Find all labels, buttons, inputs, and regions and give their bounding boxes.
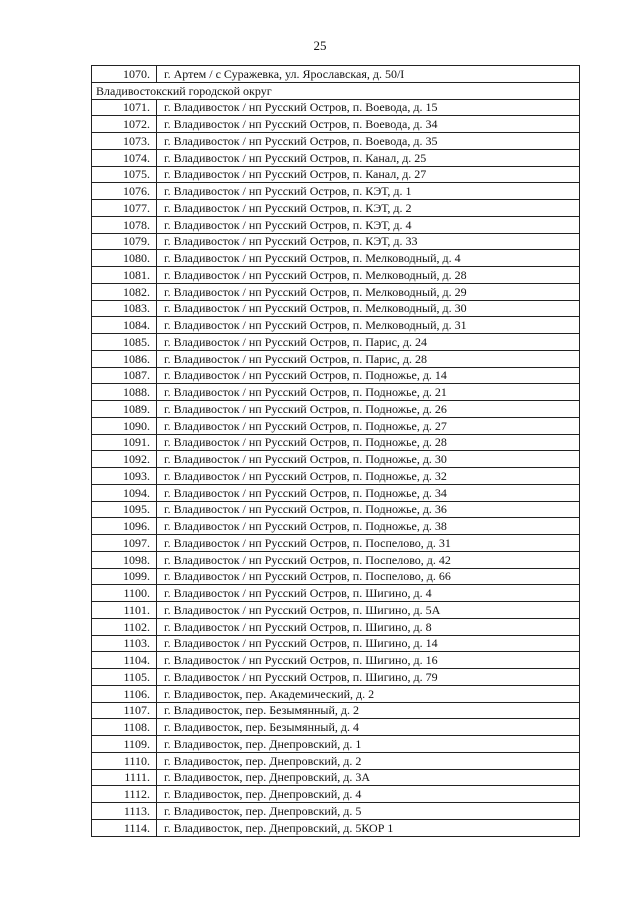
row-address: г. Владивосток / нп Русский Остров, п. Шигино, д. 79 (157, 669, 580, 686)
row-number: 1077. (92, 200, 157, 217)
table-row (92, 166, 580, 183)
table-row (92, 267, 580, 284)
table-row (92, 602, 580, 619)
row-address: г. Владивосток, пер. Безымянный, д. 2 (157, 702, 580, 719)
table-row (92, 551, 580, 568)
row-address: г. Владивосток / нп Русский Остров, п. Подножье, д. 14 (157, 367, 580, 384)
table-row (92, 367, 580, 384)
row-number: 1083. (92, 300, 157, 317)
table-row (92, 535, 580, 552)
table-row (92, 618, 580, 635)
row-address: г. Владивосток / нп Русский Остров, п. Мелководный, д. 29 (157, 283, 580, 300)
row-number: 1103. (92, 635, 157, 652)
row-address: г. Владивосток, пер. Днепровский, д. 1 (157, 736, 580, 753)
row-number: 1113. (92, 803, 157, 820)
table-row (92, 736, 580, 753)
row-address: г. Владивосток, пер. Днепровский, д. 4 (157, 786, 580, 803)
table-row (92, 334, 580, 351)
row-number: 1080. (92, 250, 157, 267)
table-row (92, 183, 580, 200)
table-row (92, 451, 580, 468)
row-address: г. Владивосток / нп Русский Остров, п. Мелководный, д. 28 (157, 267, 580, 284)
row-number: 1114. (92, 819, 157, 836)
row-number: 1088. (92, 384, 157, 401)
table-row (92, 350, 580, 367)
row-address: г. Владивосток / нп Русский Остров, п. КЭТ, д. 4 (157, 216, 580, 233)
page-number: 25 (313, 38, 327, 53)
table-row (92, 769, 580, 786)
row-number: 1082. (92, 283, 157, 300)
section-title: Владивостокский городской округ (92, 82, 580, 99)
row-number: 1096. (92, 518, 157, 535)
table-row (92, 468, 580, 485)
row-number: 1108. (92, 719, 157, 736)
row-number: 1078. (92, 216, 157, 233)
table-row (92, 635, 580, 652)
row-number: 1079. (92, 233, 157, 250)
table-row (92, 719, 580, 736)
row-address: г. Владивосток / нп Русский Остров, п. Мелководный, д. 4 (157, 250, 580, 267)
row-address: г. Владивосток / нп Русский Остров, п. Подножье, д. 36 (157, 501, 580, 518)
row-number: 1109. (92, 736, 157, 753)
section-header-row (92, 82, 580, 99)
row-address: г. Владивосток, пер. Безымянный, д. 4 (157, 719, 580, 736)
row-number: 1089. (92, 401, 157, 418)
row-address: г. Владивосток / нп Русский Остров, п. КЭТ, д. 33 (157, 233, 580, 250)
row-number: 1087. (92, 367, 157, 384)
row-address: г. Владивосток / нп Русский Остров, п. Шигино, д. 4 (157, 585, 580, 602)
row-number: 1072. (92, 116, 157, 133)
table-row (92, 99, 580, 116)
row-address: г. Владивосток / нп Русский Остров, п. Подножье, д. 38 (157, 518, 580, 535)
table-row (92, 702, 580, 719)
table-row (92, 652, 580, 669)
row-number: 1105. (92, 669, 157, 686)
row-address: г. Владивосток / нп Русский Остров, п. Подножье, д. 21 (157, 384, 580, 401)
row-address: г. Владивосток / нп Русский Остров, п. Поспелово, д. 66 (157, 568, 580, 585)
row-address: г. Владивосток / нп Русский Остров, п. Воевода, д. 15 (157, 99, 580, 116)
row-address: г. Владивосток / нп Русский Остров, п. Парис, д. 24 (157, 334, 580, 351)
row-address: г. Владивосток / нп Русский Остров, п. Поспелово, д. 42 (157, 551, 580, 568)
table-row (92, 283, 580, 300)
row-address: г. Владивосток / нп Русский Остров, п. Подножье, д. 28 (157, 434, 580, 451)
table-row (92, 317, 580, 334)
table-row (92, 501, 580, 518)
row-number: 1106. (92, 685, 157, 702)
row-number: 1084. (92, 317, 157, 334)
row-number: 1093. (92, 468, 157, 485)
row-number: 1098. (92, 551, 157, 568)
row-number: 1099. (92, 568, 157, 585)
row-address: г. Владивосток, пер. Днепровский, д. 5КОР 1 (157, 819, 580, 836)
table-row (92, 819, 580, 836)
row-address: г. Владивосток / нп Русский Остров, п. Шигино, д. 8 (157, 618, 580, 635)
table-row (92, 484, 580, 501)
row-address: г. Владивосток / нп Русский Остров, п. Подножье, д. 27 (157, 417, 580, 434)
row-number: 1091. (92, 434, 157, 451)
table-row (92, 133, 580, 150)
row-address: г. Владивосток / нп Русский Остров, п. Воевода, д. 35 (157, 133, 580, 150)
row-number: 1107. (92, 702, 157, 719)
row-number: 1111. (92, 769, 157, 786)
row-number: 1075. (92, 166, 157, 183)
row-address: г. Владивосток / нп Русский Остров, п. КЭТ, д. 1 (157, 183, 580, 200)
table-row (92, 401, 580, 418)
table-row (92, 434, 580, 451)
row-number: 1104. (92, 652, 157, 669)
table-row (92, 216, 580, 233)
row-number: 1110. (92, 752, 157, 769)
row-address: г. Владивосток / нп Русский Остров, п. Мелководный, д. 30 (157, 300, 580, 317)
table-row (92, 233, 580, 250)
row-address: г. Владивосток / нп Русский Остров, п. Канал, д. 27 (157, 166, 580, 183)
table-row (92, 518, 580, 535)
row-address: г. Владивосток / нп Русский Остров, п. Поспелово, д. 31 (157, 535, 580, 552)
row-address: г. Владивосток / нп Русский Остров, п. Мелководный, д. 31 (157, 317, 580, 334)
table-body (92, 66, 580, 837)
table-row (92, 685, 580, 702)
row-address: г. Владивосток / нп Русский Остров, п. Подножье, д. 32 (157, 468, 580, 485)
row-number: 1074. (92, 149, 157, 166)
row-address: г. Владивосток / нп Русский Остров, п. Подножье, д. 30 (157, 451, 580, 468)
row-address: г. Артем / с Суражевка, ул. Ярославская, д. 50/I (157, 66, 580, 83)
row-address: г. Владивосток, пер. Днепровский, д. 2 (157, 752, 580, 769)
table-row (92, 786, 580, 803)
row-address: г. Владивосток / нп Русский Остров, п. Подножье, д. 26 (157, 401, 580, 418)
table-row (92, 149, 580, 166)
row-number: 1092. (92, 451, 157, 468)
row-number: 1095. (92, 501, 157, 518)
address-registry-table (91, 65, 580, 837)
row-address: г. Владивосток, пер. Днепровский, д. 3А (157, 769, 580, 786)
table-row (92, 417, 580, 434)
table-row (92, 803, 580, 820)
row-number: 1112. (92, 786, 157, 803)
row-address: г. Владивосток / нп Русский Остров, п. Шигино, д. 16 (157, 652, 580, 669)
row-address: г. Владивосток / нп Русский Остров, п. Подножье, д. 34 (157, 484, 580, 501)
table-row (92, 669, 580, 686)
row-number: 1073. (92, 133, 157, 150)
row-number: 1101. (92, 602, 157, 619)
table-row (92, 250, 580, 267)
row-address: г. Владивосток / нп Русский Остров, п. Шигино, д. 5А (157, 602, 580, 619)
row-address: г. Владивосток / нп Русский Остров, п. Парис, д. 28 (157, 350, 580, 367)
table-row (92, 568, 580, 585)
row-address: г. Владивосток / нп Русский Остров, п. Шигино, д. 14 (157, 635, 580, 652)
table-row (92, 585, 580, 602)
table-row (92, 200, 580, 217)
table-row (92, 752, 580, 769)
table-row (92, 300, 580, 317)
table-row (92, 66, 580, 83)
table-row (92, 116, 580, 133)
row-number: 1070. (92, 66, 157, 83)
row-address: г. Владивосток / нп Русский Остров, п. КЭТ, д. 2 (157, 200, 580, 217)
row-number: 1076. (92, 183, 157, 200)
row-address: г. Владивосток / нп Русский Остров, п. Канал, д. 25 (157, 149, 580, 166)
row-address: г. Владивосток, пер. Днепровский, д. 5 (157, 803, 580, 820)
row-number: 1071. (92, 99, 157, 116)
row-address: г. Владивосток / нп Русский Остров, п. Воевода, д. 34 (157, 116, 580, 133)
row-number: 1085. (92, 334, 157, 351)
row-number: 1102. (92, 618, 157, 635)
row-number: 1090. (92, 417, 157, 434)
row-number: 1086. (92, 350, 157, 367)
row-number: 1097. (92, 535, 157, 552)
row-number: 1081. (92, 267, 157, 284)
table-row (92, 384, 580, 401)
row-number: 1100. (92, 585, 157, 602)
row-address: г. Владивосток, пер. Академический, д. 2 (157, 685, 580, 702)
row-number: 1094. (92, 484, 157, 501)
